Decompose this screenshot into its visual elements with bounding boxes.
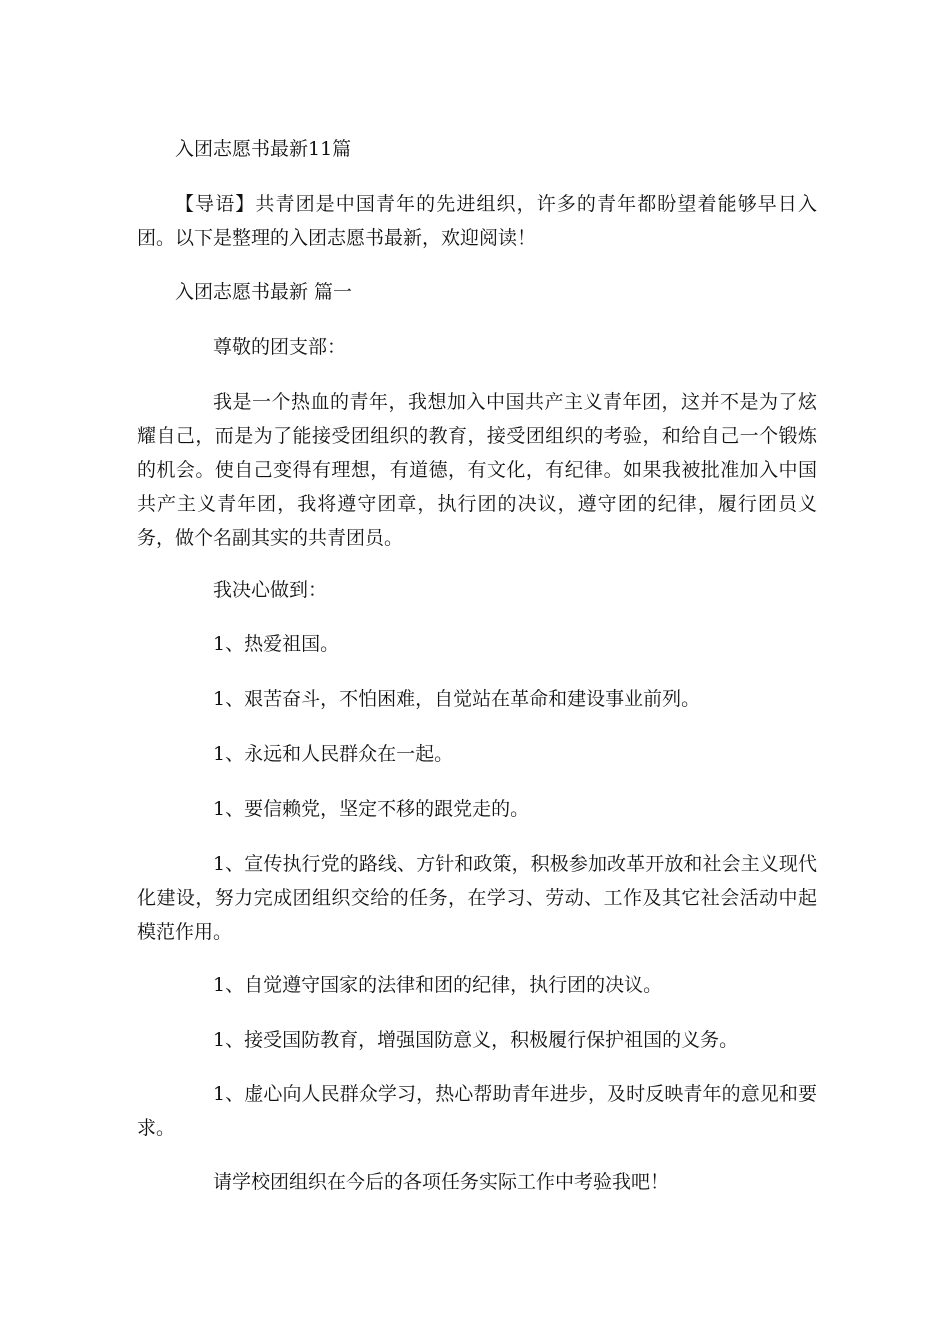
list-item: 1、接受国防教育，增强国防意义，积极履行保护祖国的义务。 <box>213 1029 739 1051</box>
intro-paragraph: 【导语】共青团是中国青年的先进组织，许多的青年都盼望着能够早日入团。以下是整理的入团志愿书最新，欢迎阅读！ <box>137 193 817 249</box>
list-item: 1、永远和人民群众在一起。 <box>213 743 454 765</box>
list-item: 1、热爱祖国。 <box>213 633 340 655</box>
list-item: 1、宣传执行党的路线、方针和政策，积极参加改革开放和社会主义现代化建设，努力完成团组织交给的任务，在学习、劳动、工作及其它社会活动中起模范作用。 <box>137 853 817 943</box>
resolve-heading: 我决心做到： <box>213 579 328 601</box>
salutation: 尊敬的团支部： <box>213 336 347 358</box>
list-item: 1、艰苦奋斗，不怕困难，自觉站在革命和建设事业前列。 <box>213 688 701 710</box>
list-item: 1、要信赖党，坚定不移的跟党走的。 <box>213 798 530 820</box>
section-heading: 入团志愿书最新 篇一 <box>175 281 353 303</box>
list-item: 1、自觉遵守国家的法律和团的纪律，执行团的决议。 <box>213 974 663 996</box>
document-title: 入团志愿书最新11篇 <box>175 138 352 160</box>
body-paragraph: 我是一个热血的青年，我想加入中国共产主义青年团，这并不是为了炫耀自己，而是为了能接受团组织的教育，接受团组织的考验，和给自己一个锻炼的机会。使自己变得有理想，有道德，有文化，有纪律。如果我被批准加入中国共产主义青年团，我将遵守团章，执行团的决议，遵守团的纪律，履行团员义务，做个名副其实的共青团员。 <box>137 391 817 549</box>
list-item: 1、虚心向人民群众学习，热心帮助青年进步，及时反映青年的意见和要求。 <box>137 1083 817 1139</box>
closing-line: 请学校团组织在今后的各项任务实际工作中考验我吧！ <box>213 1171 670 1193</box>
